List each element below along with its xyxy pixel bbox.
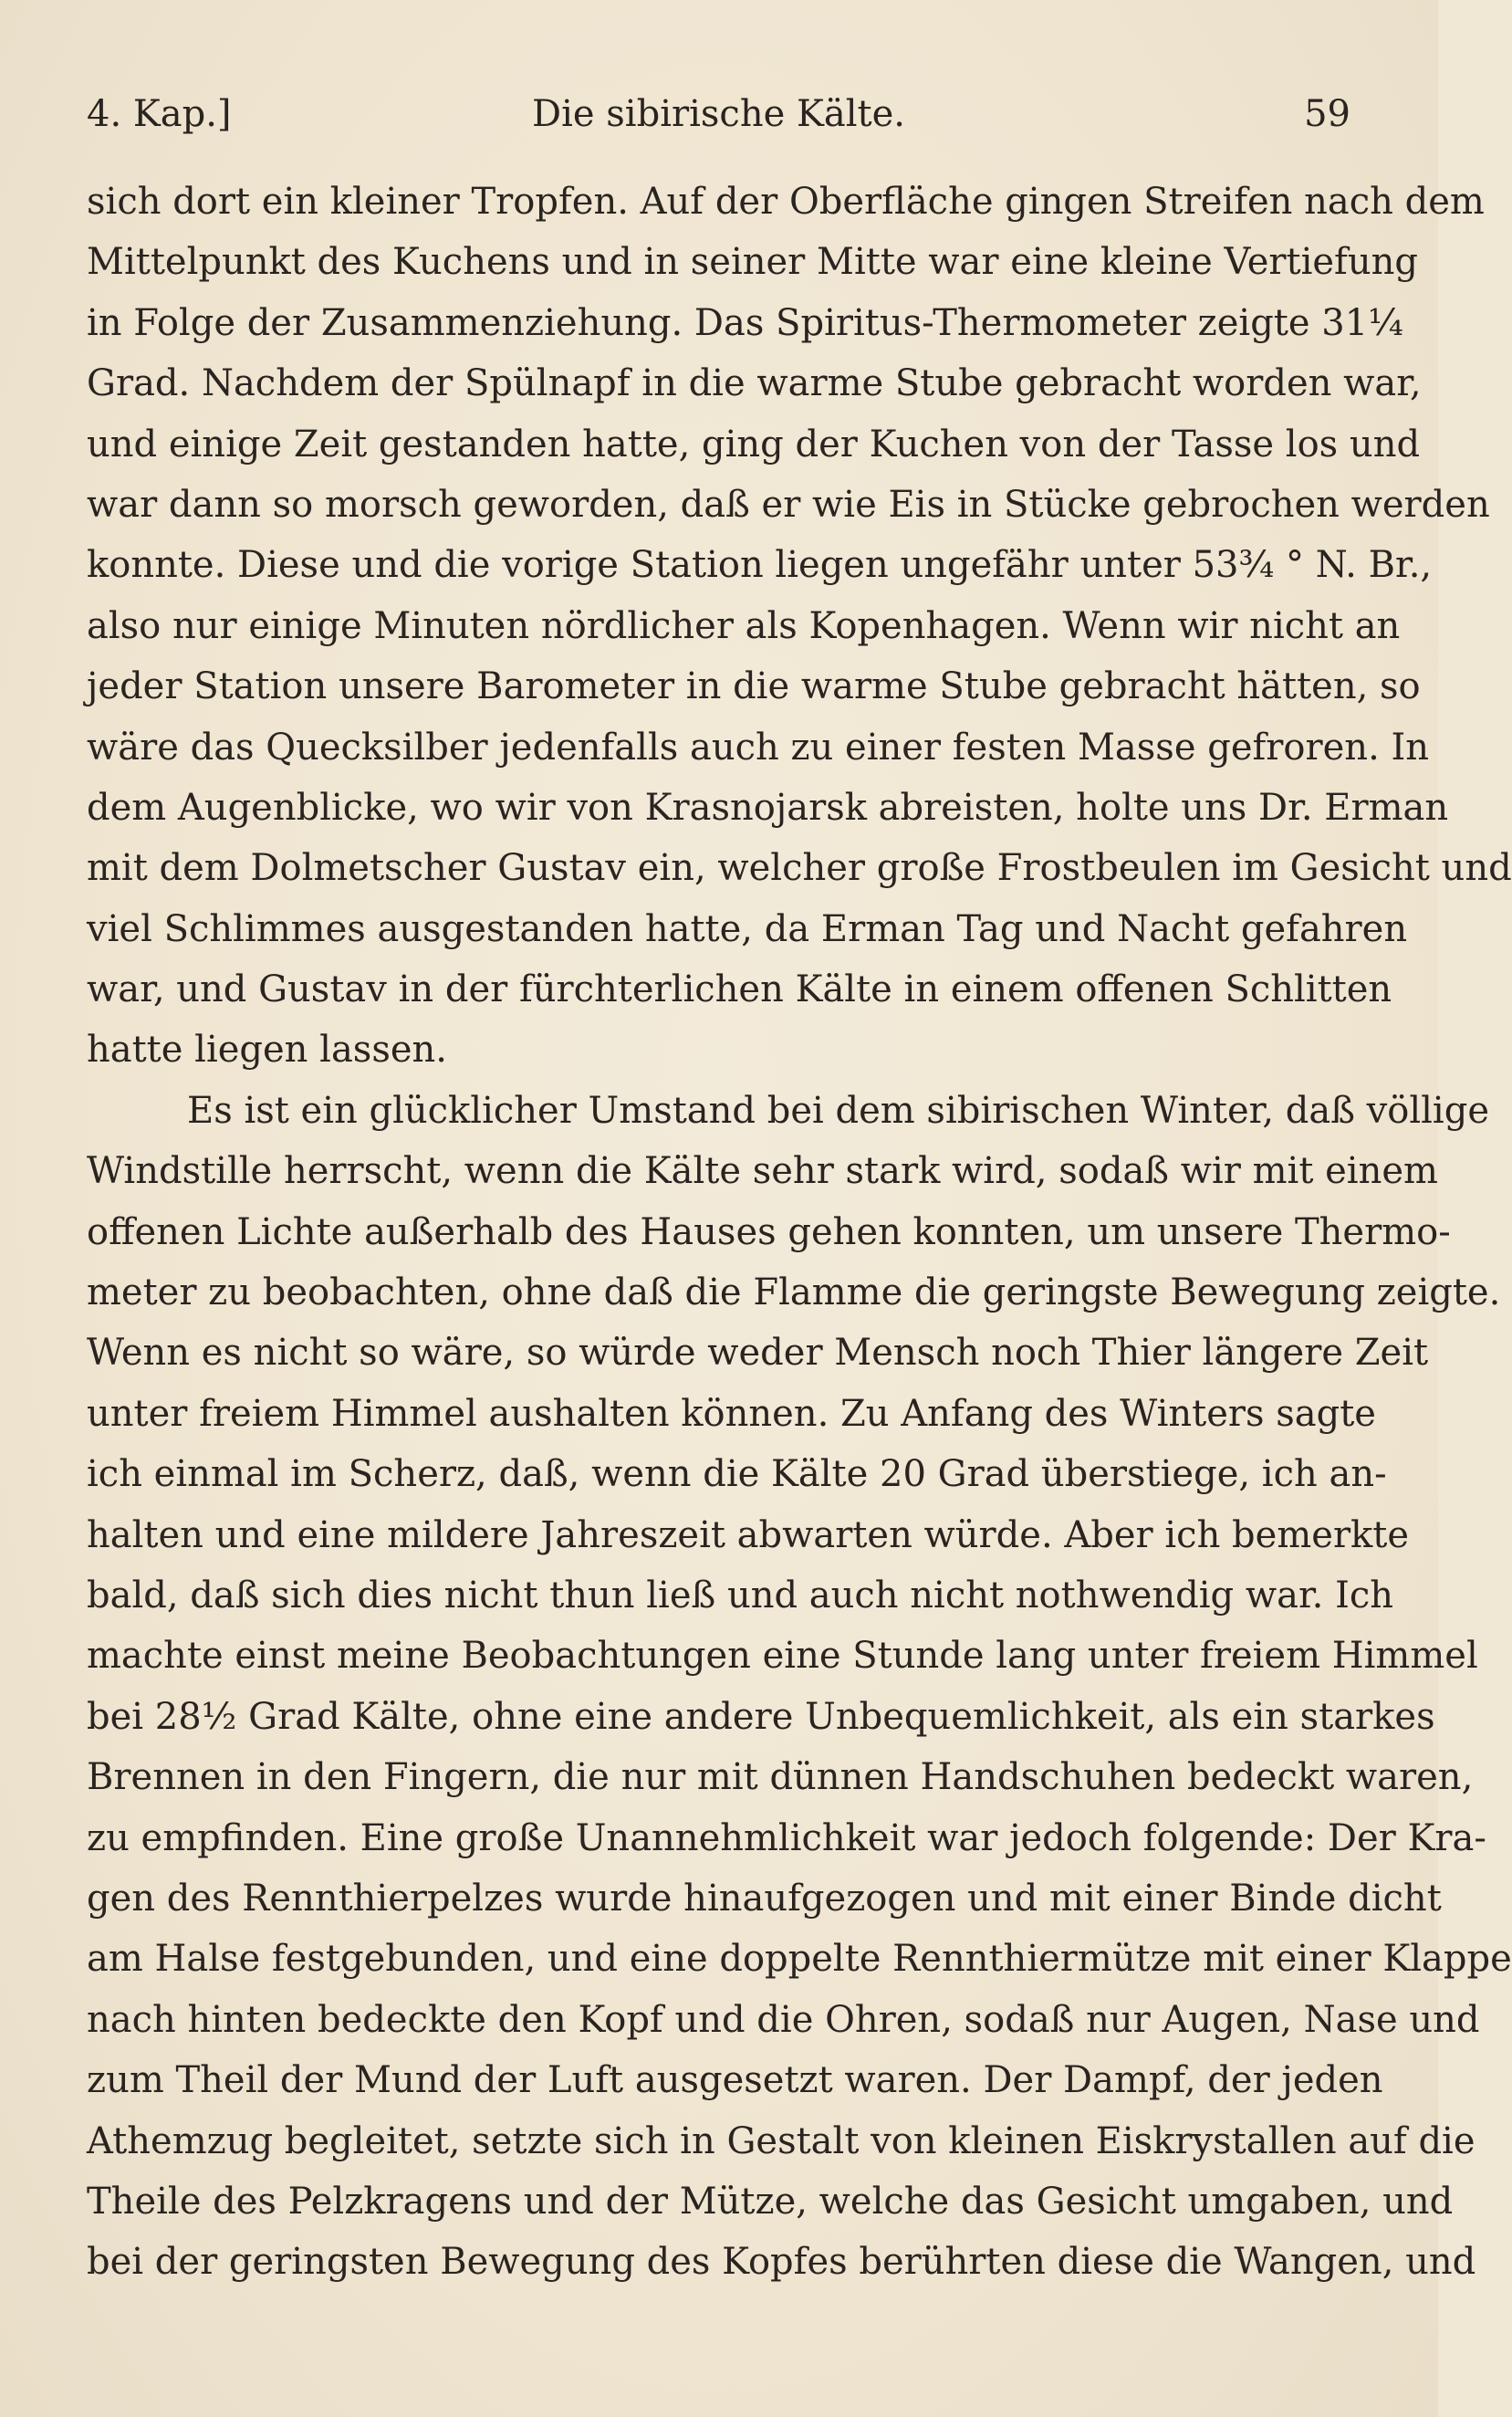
text-line: in Folge der Zusammenziehung. Das Spiritus-Thermometer zeigte 31¼ [87,301,1403,344]
text-line: dem Augenblicke, wo wir von Krasnojarsk abreisten, holte uns Dr. Erman [87,786,1449,829]
text-line: Es ist ein glücklicher Umstand bei dem sibirischen Winter, daß völlige [187,1089,1489,1132]
text-line: konnte. Diese und die vorige Station liegen ungefähr unter 53¾ ° N. Br., [87,544,1433,587]
body-text [87,172,1512,2293]
text-line: Wenn es nicht so wäre, so würde weder Mensch noch Thier längere Zeit [87,1332,1429,1375]
text-line: Mittelpunkt des Kuchens und in seiner Mitte war eine kleine Vertiefung [87,241,1418,284]
text-line: Brennen in den Fingern, die nur mit dünnen Handschuhen bedeckt waren, [87,1756,1474,1799]
page-number: 59 [1304,93,1350,135]
text-line: bald, daß sich dies nicht thun ließ und auch nicht nothwendig war. Ich [87,1574,1394,1617]
text-line: bei 28½ Grad Kälte, ohne eine andere Unbequemlichkeit, als ein starkes [87,1695,1435,1738]
text-line: war, und Gustav in der fürchterlichen Kälte in einem offenen Schlitten [87,968,1392,1011]
paragraph [87,172,1512,1081]
text-line: zum Theil der Mund der Luft ausgesetzt waren. Der Dampf, der jeden [87,2059,1383,2102]
running-header [87,87,1350,141]
text-line: nach hinten bedeckte den Kopf und die Ohren, sodaß nur Augen, Nase und [87,1998,1480,2041]
text-line: gen des Rennthierpelzes wurde hinaufgezogen und mit einer Binde dicht [87,1877,1442,1920]
text-line: am Halse festgebunden, und eine doppelte Rennthiermütze mit einer Klappe [87,1938,1512,1981]
text-line: Athemzug begleitet, setzte sich in Gestalt von kleinen Eiskrystallen auf die [87,2119,1476,2162]
running-title: Die sibirische Kälte. [532,93,905,135]
text-line: unter freiem Himmel aushalten können. Zu Anfang des Winters sagte [87,1392,1376,1435]
text-line: und einige Zeit gestanden hatte, ging der Kuchen von der Tasse los und [87,423,1421,466]
text-line: offenen Lichte außerhalb des Hauses gehen konnten, um unsere Thermo- [87,1210,1451,1253]
text-line: mit dem Dolmetscher Gustav ein, welcher große Frostbeulen im Gesicht und [87,847,1512,890]
text-line: meter zu beobachten, ohne daß die Flamme die geringste Bewegung zeigte. [87,1271,1501,1314]
text-line: sich dort ein kleiner Tropfen. Auf der Oberfläche gingen Streifen nach dem [87,181,1485,223]
chapter-label: 4. Kap.] [87,93,232,135]
text-line: also nur einige Minuten nördlicher als Kopenhagen. Wenn wir nicht an [87,604,1401,647]
text-line: jeder Station unsere Barometer in die warme Stube gebracht hätten, so [87,665,1421,708]
text-line: zu empfinden. Eine große Unannehmlichkeit war jedoch folgende: Der Kra- [87,1816,1486,1859]
text-line: Theile des Pelzkragens und der Mütze, welche das Gesicht umgaben, und [87,2180,1454,2223]
text-line: halten und eine mildere Jahreszeit abwarten würde. Aber ich bemerkte [87,1513,1410,1556]
text-line: hatte liegen lassen. [87,1029,447,1072]
text-line: Windstille herrscht, wenn die Kälte sehr stark wird, sodaß wir mit einem [87,1150,1438,1193]
text-line: Grad. Nachdem der Spülnapf in die warme Stube gebracht worden war, [87,362,1422,405]
paragraph [87,1081,1512,2293]
text-line: wäre das Quecksilber jedenfalls auch zu einer festen Masse gefroren. In [87,726,1430,769]
text-line: machte einst meine Beobachtungen eine Stunde lang unter freiem Himmel [87,1635,1478,1678]
text-line: war dann so morsch geworden, daß er wie Eis in Stücke gebrochen werden [87,483,1490,526]
text-line: bei der geringsten Bewegung des Kopfes berührten diese die Wangen, und [87,2241,1476,2284]
text-line: ich einmal im Scherz, daß, wenn die Kälte 20 Grad überstiege, ich an- [87,1453,1387,1496]
text-line: viel Schlimmes ausgestanden hatte, da Erman Tag und Nacht gefahren [87,907,1408,950]
